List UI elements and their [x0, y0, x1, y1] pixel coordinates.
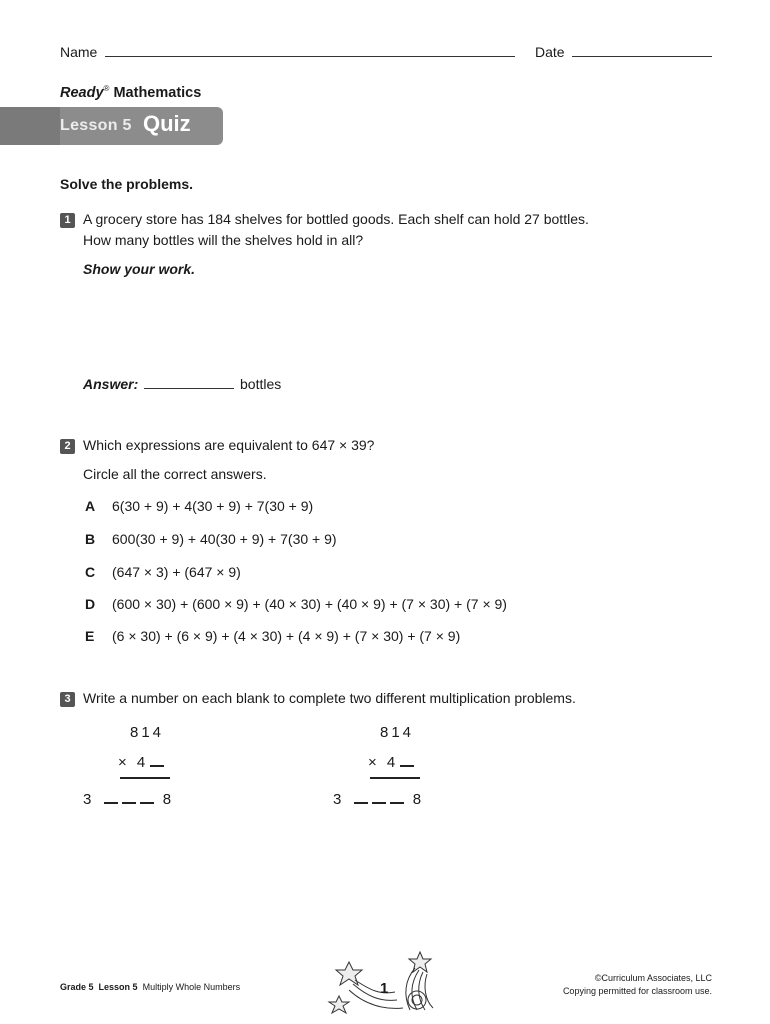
problem-1-top: 814 [130, 724, 165, 741]
name-row [60, 44, 515, 60]
choice-c-text[interactable]: (647 × 3) + (647 × 9) [112, 564, 241, 580]
problem-2-result-start: 3 [333, 791, 345, 808]
choice-e-text[interactable]: (6 × 30) + (6 × 9) + (4 × 30) + (4 × 9) + (7 × 30) + (7 × 9) [112, 628, 461, 644]
problem-1-multiplier-prefix: × 4 [118, 754, 149, 771]
question-1-line-1: A grocery store has 184 shelves for bottled goods. Each shelf can hold 27 bottles. [83, 211, 589, 227]
question-1-line-2: How many bottles will the shelves hold in all? [83, 232, 364, 248]
question-2-subprompt: Circle all the correct answers. [83, 466, 267, 482]
choice-c-letter[interactable]: C [85, 564, 96, 580]
footer-permission: Copying permitted for classroom use. [562, 986, 712, 996]
problem-2-multiplier-blank[interactable] [400, 753, 414, 767]
problem-2-result-blank-1[interactable] [354, 790, 368, 804]
question-2-prompt: Which expressions are equivalent to 647 × 39? [83, 437, 375, 453]
page-number: 1 [380, 980, 389, 997]
answer-blank[interactable] [144, 388, 234, 389]
choice-b-letter[interactable]: B [85, 531, 96, 547]
problem-1-result [83, 790, 174, 808]
question-1-text [83, 209, 589, 251]
problem-2-result-blank-2[interactable] [372, 790, 386, 804]
choice-a-letter[interactable]: A [85, 498, 96, 514]
name-label: Name [60, 44, 98, 60]
question-3-prompt: Write a number on each blank to complete two different multiplication problems. [83, 690, 576, 706]
problem-2-result-end: 8 [412, 791, 425, 808]
problem-2-top: 814 [380, 724, 415, 741]
choice-a-text[interactable]: 6(30 + 9) + 4(30 + 9) + 7(30 + 9) [112, 498, 314, 514]
date-row [535, 44, 712, 60]
footer-lesson: Lesson 5 [98, 982, 138, 992]
problem-1-multiplier-blank[interactable] [150, 753, 164, 767]
brand-title [60, 84, 201, 101]
choice-b-text[interactable]: 600(30 + 9) + 40(30 + 9) + 7(30 + 9) [112, 531, 337, 547]
problem-2-rule [370, 777, 420, 779]
answer-unit: bottles [240, 376, 282, 392]
footer-right [520, 972, 712, 998]
quiz-label: Quiz [143, 111, 191, 136]
problem-1-result-blank-1[interactable] [104, 790, 118, 804]
choice-d-text[interactable]: (600 × 30) + (600 × 9) + (40 × 30) + (40 × 9) + (7 × 30) + (7 × 9) [112, 596, 507, 612]
brand-reg: ® [103, 84, 110, 93]
footer-copyright: ©Curriculum Associates, LLC [594, 973, 712, 983]
choice-d-letter[interactable]: D [85, 596, 96, 612]
choice-e-letter[interactable]: E [85, 628, 95, 644]
problem-1-result-blank-3[interactable] [140, 790, 154, 804]
footer-topic: Multiply Whole Numbers [142, 982, 241, 992]
question-3-number: 3 [60, 692, 75, 707]
brand-subject: Mathematics [113, 84, 202, 101]
name-field[interactable] [105, 56, 515, 57]
instructions: Solve the problems. [60, 176, 194, 192]
problem-1-result-start: 3 [83, 791, 95, 808]
question-1-number: 1 [60, 213, 75, 228]
date-field[interactable] [572, 56, 712, 57]
problem-1-multiplier [118, 753, 166, 771]
lesson-label: Lesson 5 [60, 117, 132, 134]
date-label: Date [535, 44, 565, 60]
show-your-work: Show your work. [83, 261, 196, 277]
problem-2-result [333, 790, 424, 808]
problem-2-multiplier [368, 753, 416, 771]
brand-ready: Ready [60, 84, 104, 101]
problem-2-result-blank-3[interactable] [390, 790, 404, 804]
answer-label: Answer: [83, 376, 139, 392]
question-2-number: 2 [60, 439, 75, 454]
problem-1-result-end: 8 [162, 791, 175, 808]
question-1-answer [83, 376, 281, 392]
footer-grade: Grade 5 [60, 982, 94, 992]
problem-1-result-blank-2[interactable] [122, 790, 136, 804]
problem-1-rule [120, 777, 170, 779]
footer-left [60, 982, 240, 992]
problem-2-multiplier-prefix: × 4 [368, 754, 399, 771]
